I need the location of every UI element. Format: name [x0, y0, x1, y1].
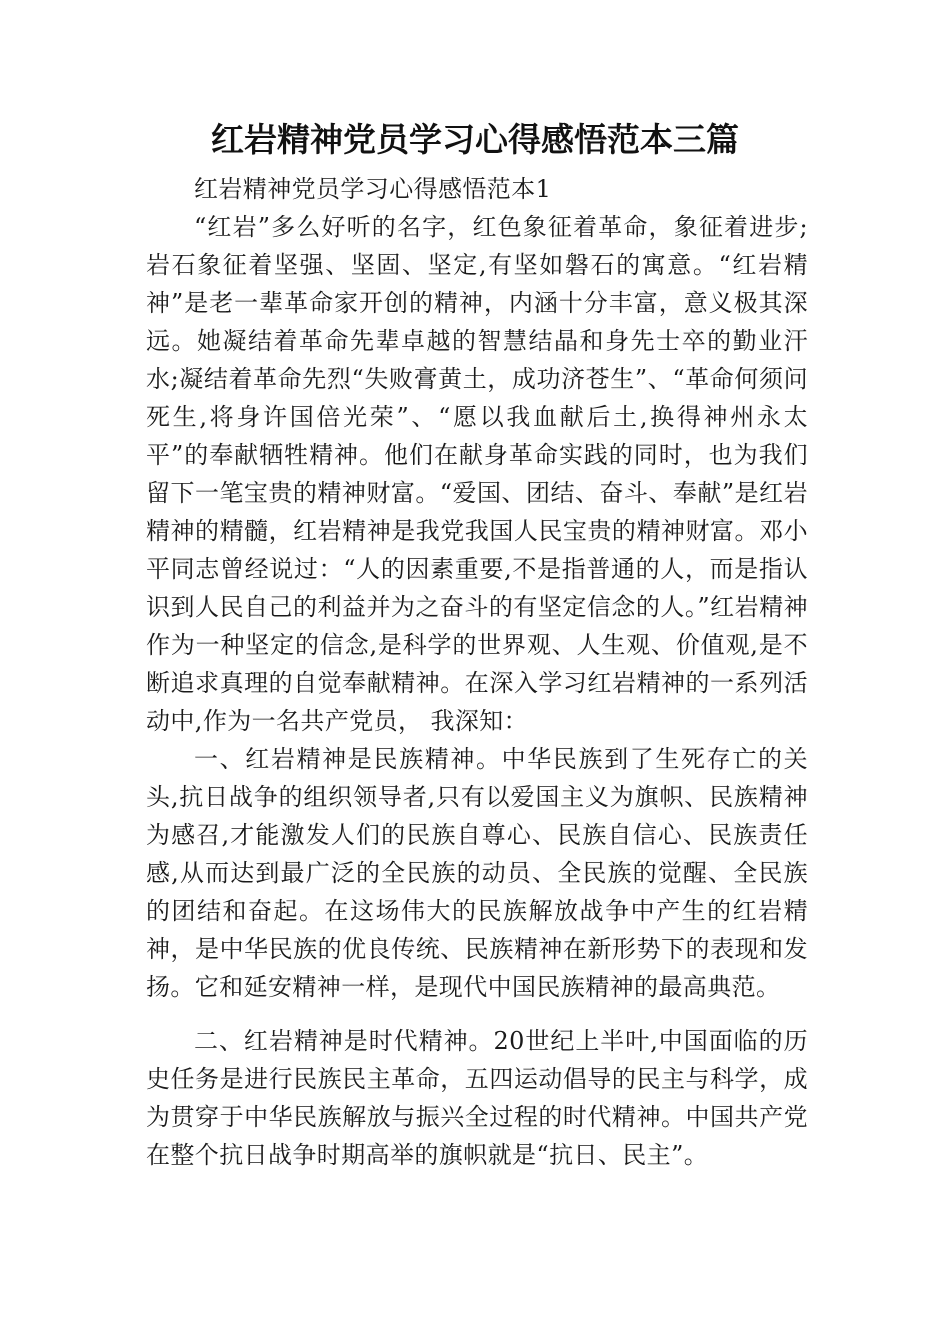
paragraph-section-one: 一、红岩精神是民族精神。中华民族到了生死存亡的关头,抗日战争的组织领导者,只有以爱国主义为旗帜、民族精神为感召,才能激发人们的民族自尊心、民族自信心、民族责任感,从而达到最广泛的全民族的动员、全民族的觉醒、全民族的团结和奋起。在这场伟大的民族解放战争中产生的红岩精神，是中华民族的优良传统、民族精神在新形势下的表现和发扬。它和延安精神一样，是现代中国民族精神的最高典范。 — [146, 745, 808, 1001]
paragraph-intro: “红岩”多么好听的名字，红色象征着革命，象征着进步;岩石象征着坚强、坚固、坚定,有坚如磐石的寓意。“红岩精神”是老一辈革命家开创的精神，内涵十分丰富，意义极其深远。她凝结着革命先辈卓越的智慧结晶和身先士卒的勤业汗水;凝结着革命先烈“失败膏黄土，成功济苍生”、“革命何须问死生,将身许国倍光荣”、“愿以我血献后土,换得神州永太平”的奉献牺牲精神。他们在献身革命实践的同时，也为我们留下一笔宝贵的精神财富。“爱国、团结、奋斗、奉献”是红岩精神的精髓，红岩精神是我党我国人民宝贵的精神财富。邓小平同志曾经说过：“人的因素重要,不是指普通的人，而是指认识到人民自己的利益并为之奋斗的有坚定信念的人。”红岩精神作为一种坚定的信念,是科学的世界观、人生观、价值观,是不断追求真理的自觉奉献精神。在深入学习红岩精神的一系列活动中,作为一名共产党员， 我深知： — [146, 213, 808, 735]
document-subtitle: 红岩精神党员学习心得感悟范本1 — [194, 175, 552, 203]
paragraph-section-two: 二、红岩精神是时代精神。20世纪上半叶,中国面临的历史任务是进行民族民主革命，五四运动倡导的民主与科学，成为贯穿于中华民族解放与振兴全过程的时代精神。中国共产党在整个抗日战争时期高举的旗帜就是“抗日、民主”。 — [146, 1027, 808, 1169]
document-body — [146, 170, 808, 1174]
document-title: 红岩精神党员学习心得感悟范本三篇 — [211, 120, 739, 159]
